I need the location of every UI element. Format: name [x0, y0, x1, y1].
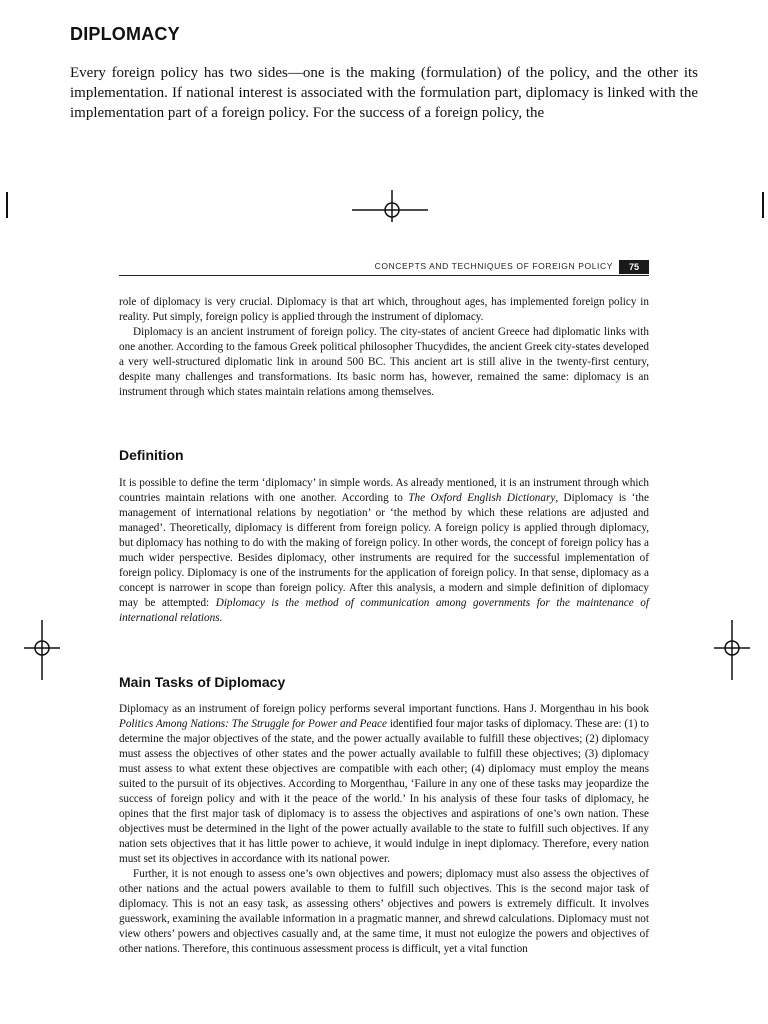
- section-heading-definition: Definition: [119, 447, 184, 463]
- definition-text-2: , Diplomacy is ‘the management of international relations by negotiation’ or ‘the method by which these relations are adjusted and managed’. Theoretically, diplomacy is different from foreign policy. A foreign policy is applied through diplomacy, but diplomacy has nothing to do with the making of foreign policy. In other words, the concept of foreign policy has a much wider perspective. Besides diplomacy, other instruments are required for the successful implementation of foreign policy. Diplomacy is one of the instruments for the application of foreign policy. In that sense, diplomacy as a concept is narrower in scope than foreign policy. After this analysis, a modern and simple definition of diplomacy may be attempted:: [119, 492, 649, 609]
- running-header: [119, 261, 649, 276]
- registration-mark-right-icon: [712, 618, 752, 682]
- crop-mark-left: [6, 192, 8, 218]
- definition-block: [119, 476, 649, 626]
- definition-italic-dictionary: The Oxford English Dictionary: [408, 492, 556, 504]
- chapter-heading: DIPLOMACY: [70, 24, 180, 44]
- registration-mark-left-icon: [22, 618, 62, 682]
- definition-italic-statement: Diplomacy is the method of communication among governments for the maintenance of international relations.: [119, 597, 649, 624]
- main-tasks-paragraph-2: Further, it is not enough to assess one’s own objectives and powers; diplomacy must also assess the objectives of other nations and the actual powers available to them to fulfill such objectives. This is the second major task of diplomacy. This is not an easy task, as assessing others’ objectives and powers is extremely difficult. It involves guesswork, examining the available information in a pragmatic manner, and shrewd calculations. Diplomacy must not view others’ powers and objectives casually and, at the same time, it must not eulogize the powers and objectives of other nations. Therefore, this continuous assessment process is difficult, yet a vital function: [119, 868, 649, 955]
- main-tasks-paragraph-1: [119, 702, 649, 867]
- crop-mark-right: [762, 192, 764, 218]
- section-heading-main-tasks: Main Tasks of Diplomacy: [119, 674, 286, 690]
- definition-text-1: It is possible to define the term ‘diplomacy’ in simple words. As already mentioned, it is an instrument through which countries maintain relations with one another. According to: [119, 477, 649, 504]
- intro-paragraph-2: Diplomacy is an ancient instrument of foreign policy. The city-states of ancient Greece had diplomatic links with one another. According to the famous Greek political philosopher Thucydides, the ancient Greek city-states developed a very well-structured diplomatic link in around 500 BC. This ancient art is still alive in the twenty-first century, despite many challenges and transformations. Its basic norm has, however, remained the same: diplomacy is an instrument through which states maintain relations among themselves.: [119, 326, 649, 398]
- running-header-title: CONCEPTS AND TECHNIQUES OF FOREIGN POLICY: [374, 261, 613, 271]
- main-tasks-block: [119, 702, 649, 957]
- intro-block: [119, 295, 649, 400]
- definition-paragraph: [119, 476, 649, 626]
- tasks-text-2: identified four major tasks of diplomacy. These are: (1) to determine the major objectives of the state, and the power actually available to fulfill these objectives; (2) diplomacy must assess the objectives of other states and the power actually available to fulfill these objectives; (3) diplomacy must assess to what extent these objectives are compatible with each other; (4) diplomacy must employ the means suited to the pursuit of its objectives. According to Morgenthau, ‘Failure in any one of these tasks may jeopardize the success of foreign policy and with it the peace of the world.’ In his analysis of these four tasks of diplomacy, he opines that the first major task of diplomacy is to assess the objectives and aspirations of one’s own nation. These objectives must be determined in the light of the power actually available to the state to fulfill such objectives. If any nation sets objectives that it has little power to achieve, it would indulge in inept diplomacy. Therefore, every nation must set its objectives in accordance with its national power.: [119, 718, 649, 865]
- registration-mark-top-icon: [348, 188, 432, 224]
- intro-paragraph-1: role of diplomacy is very crucial. Diplomacy is that art which, throughout ages, has implemented foreign policy in reality. Put simply, foreign policy is applied through the instrument of diplomacy.: [119, 296, 649, 323]
- intro-paragraph-top: Every foreign policy has two sides—one is the making (formulation) of the policy, and the other its implementation. If national interest is associated with the formulation part, diplomacy is linked with the implementation part of a foreign policy. For the success of a foreign policy, the: [70, 65, 698, 121]
- tasks-italic-book-title: Politics Among Nations: The Struggle for Power and Peace: [119, 718, 387, 730]
- tasks-text-1: Diplomacy as an instrument of foreign policy performs several important functions. Hans J. Morgenthau in his book: [119, 703, 649, 715]
- page-number: 75: [619, 260, 649, 274]
